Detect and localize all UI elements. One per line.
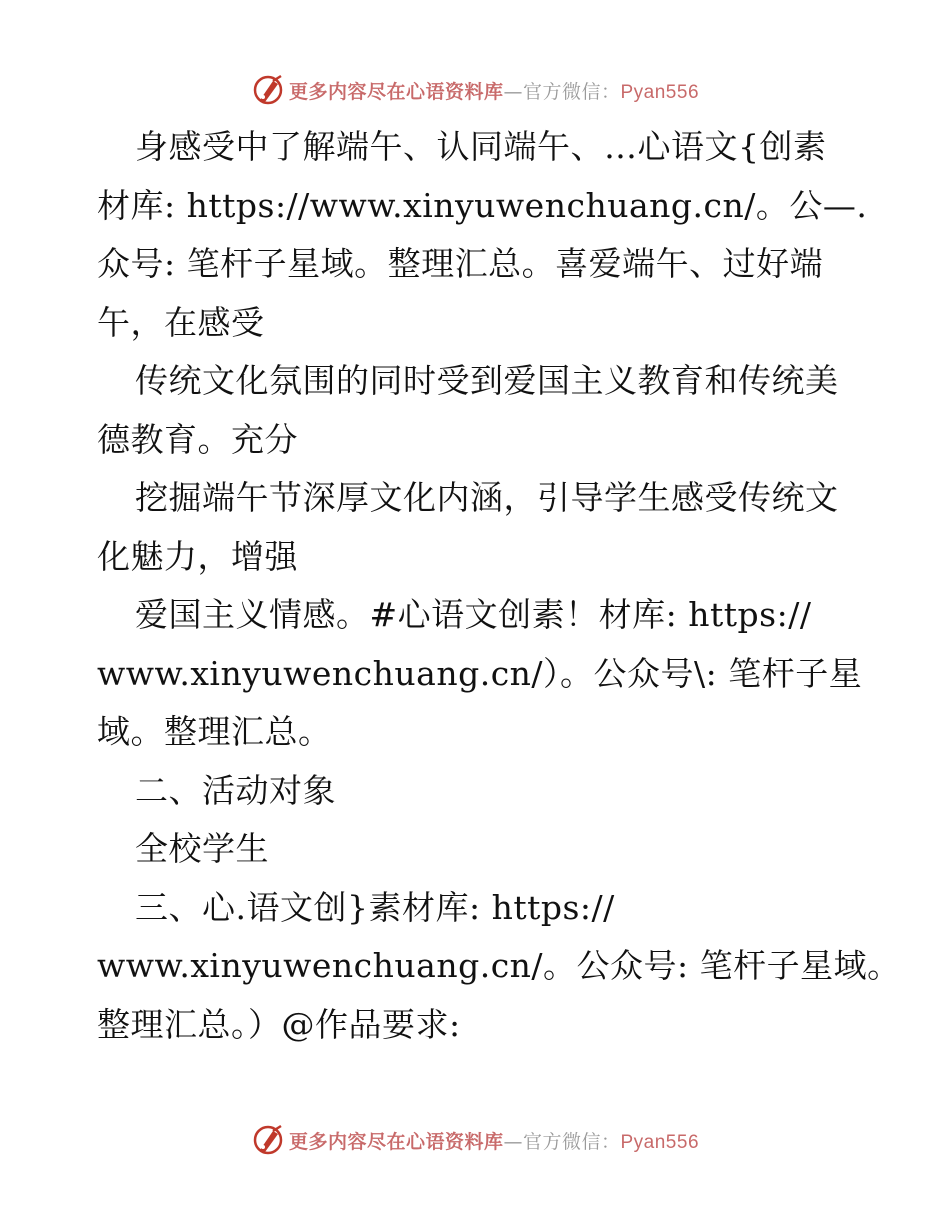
text-line: 全校学生: [135, 829, 269, 868]
banner-main-text: 更多内容尽在心语资料库: [288, 80, 504, 103]
footer-banner: [0, 1120, 950, 1160]
text-line: www.xinyuwenchuang.cn/。公众号: 笔杆子星域。: [97, 946, 901, 985]
banner-separator: —: [503, 1130, 523, 1153]
text-line: 午，在感受: [97, 302, 265, 342]
banner-main-text: 更多内容尽在心语资料库: [288, 1130, 504, 1153]
text-line: 传统文化氛围的同时受到爱国主义教育和传统美: [135, 361, 839, 400]
banner-separator: —: [503, 80, 523, 103]
text-line: www.xinyuwenchuang.cn/）。公众号\: 笔杆子星: [97, 653, 863, 693]
text-line: 众号: 笔杆子星域。整理汇总。喜爱端午、过好端: [97, 244, 824, 283]
quill-pen-logo-icon: [251, 1123, 285, 1157]
section-heading-activity-target: 二、活动对象: [135, 770, 336, 810]
document-body: [97, 118, 901, 1054]
banner-wechat-label: 官方微信：: [522, 1130, 621, 1153]
banner-wechat-id: Pyan556: [620, 1131, 700, 1153]
text-line: 域。整理汇总。: [97, 712, 332, 751]
text-line: 德教育。充分: [97, 419, 298, 459]
banner-wechat-id: Pyan556: [620, 81, 700, 103]
header-banner: [0, 70, 950, 110]
footer-banner-text: [289, 1127, 699, 1154]
banner-wechat-label: 官方微信：: [522, 80, 621, 103]
text-line: 整理汇总。）@作品要求:: [97, 1004, 461, 1044]
quill-pen-logo-icon: [251, 73, 285, 107]
text-line: 化魅力，增强: [97, 536, 298, 576]
text-line: 身感受中了解端午、认同端午、…心语文{创素: [135, 127, 827, 166]
header-banner-text: [289, 77, 699, 104]
text-line: 材库: https://www.xinyuwenchuang.cn/。公—.: [97, 185, 868, 225]
section-heading-requirements: 三、心.语文创}素材库: https://: [135, 887, 615, 927]
text-line: 爱国主义情感。#心语文创素！材库: https://: [135, 595, 812, 634]
text-line: 挖掘端午节深厚文化内涵，引导学生感受传统文: [135, 478, 839, 517]
